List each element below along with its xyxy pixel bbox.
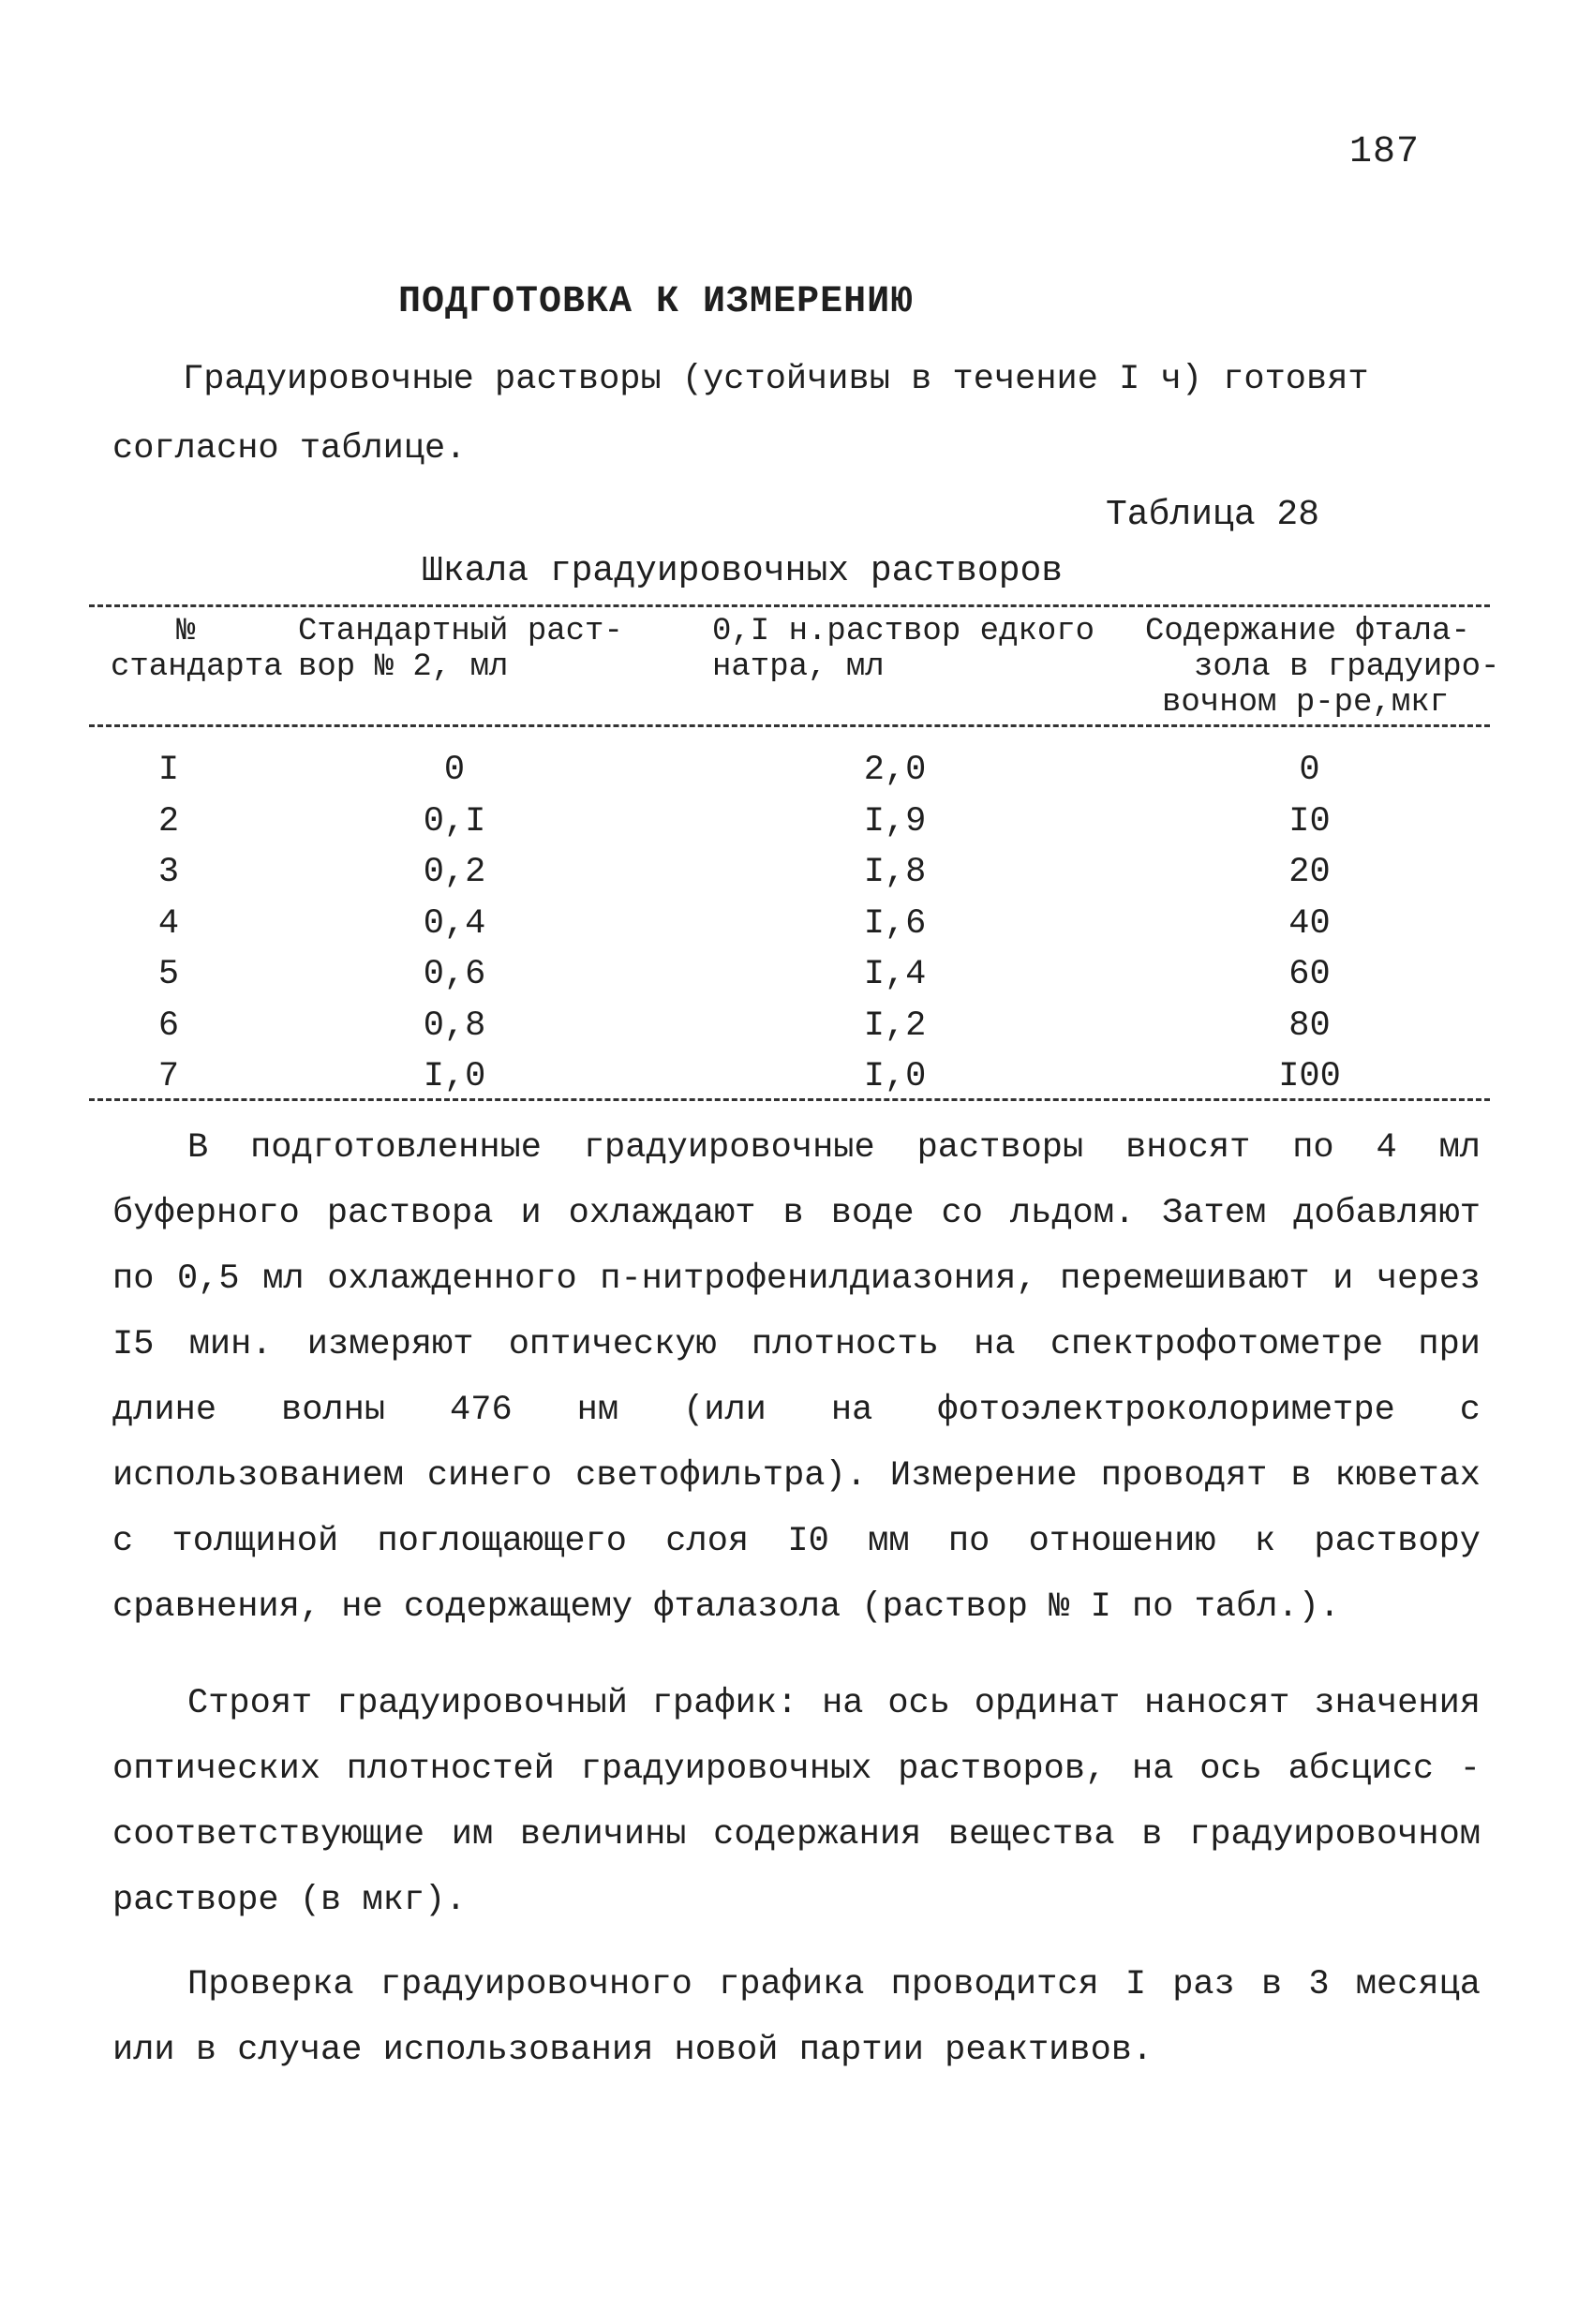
body-paragraph: Строят градуировочный график: на ось ординат наносят значения оптических плотностей градуировочных растворов, на ось абсцисс - соответствующие им величины содержания вещества в градуировочном растворе (в мкг). bbox=[112, 1684, 1481, 1920]
cell-standard-number: 3 bbox=[157, 853, 180, 893]
cell-standard-solution: 0 bbox=[443, 751, 466, 791]
body-paragraph: В подготовленные градуировочные растворы вносят по 4 мл буферного раствора и охлаждают в воде со льдом. Затем добавляют по 0,5 мл охлажденного п-нитрофенилдиазония, перемешивают и через I5 мин. измеряют оптическую плотность на спектрофотометре при длине волны 476 нм (или на фотоэлектроколориметре с использованием синего светофильтра). Измерение проводят в кюветах с толщиной поглощающего слоя I0 мм по отношению к раствору сравнения, не содержащему фталазола (раствор № I по табл.). bbox=[112, 1128, 1481, 1627]
cell-content: I00 bbox=[1278, 1057, 1341, 1097]
cell-standard-solution: 0,6 bbox=[423, 955, 486, 995]
header-col4-line1: Содержание фтала- bbox=[1145, 614, 1470, 649]
header-col4-line3: вочном р-ре,мкг bbox=[1162, 685, 1450, 721]
table-row bbox=[89, 949, 1490, 1001]
cell-standard-number: 4 bbox=[157, 903, 180, 944]
table-row bbox=[89, 899, 1490, 950]
cell-content: I0 bbox=[1288, 801, 1331, 842]
cell-content: 0 bbox=[1299, 751, 1320, 791]
table-row bbox=[89, 1051, 1490, 1103]
page-number: 187 bbox=[1349, 131, 1421, 173]
header-col2-line2: вор № 2, мл bbox=[298, 649, 509, 685]
table-top-rule bbox=[89, 604, 1490, 607]
table-body bbox=[89, 745, 1490, 1103]
cell-naoh-solution: I,6 bbox=[863, 903, 927, 944]
cell-standard-number: 2 bbox=[157, 801, 180, 842]
header-col1-line1: № bbox=[176, 614, 196, 649]
cell-naoh-solution: 2,0 bbox=[863, 751, 927, 791]
header-col4-line2: зола в градуиро- bbox=[1194, 649, 1500, 685]
header-col3-line2: натра, мл bbox=[712, 649, 885, 685]
cell-standard-solution: I,0 bbox=[423, 1057, 486, 1097]
table-row bbox=[89, 847, 1490, 899]
cell-standard-solution: 0,8 bbox=[423, 1006, 486, 1046]
cell-content: 60 bbox=[1288, 955, 1331, 995]
header-col3-line1: 0,I н.раствор едкого bbox=[712, 614, 1095, 649]
table-header-col3 bbox=[712, 614, 1094, 685]
table-header-col1 bbox=[111, 614, 283, 685]
cell-naoh-solution: I,2 bbox=[863, 1006, 927, 1046]
cell-standard-number: 7 bbox=[157, 1057, 180, 1097]
cell-standard-solution: 0,4 bbox=[423, 903, 486, 944]
table-header-rule bbox=[89, 724, 1490, 727]
cell-standard-number: 6 bbox=[157, 1006, 180, 1046]
cell-content: 80 bbox=[1288, 1006, 1331, 1046]
table-row bbox=[89, 745, 1490, 797]
cell-standard-solution: 0,2 bbox=[423, 853, 486, 893]
cell-naoh-solution: I,4 bbox=[863, 955, 927, 995]
cell-content: 40 bbox=[1288, 903, 1331, 944]
section-heading: ПОДГОТОВКА К ИЗМЕРЕНИЮ bbox=[398, 281, 915, 323]
cell-standard-number: I bbox=[157, 751, 180, 791]
cell-content: 20 bbox=[1288, 853, 1331, 893]
header-col1-line2: стандарта bbox=[111, 649, 283, 685]
table-bottom-rule bbox=[89, 1098, 1490, 1101]
table-row bbox=[89, 1001, 1490, 1052]
cell-standard-solution: 0,I bbox=[423, 801, 486, 842]
cell-naoh-solution: I,0 bbox=[863, 1057, 927, 1097]
table-title: Шкала градуировочных растворов bbox=[422, 551, 1064, 591]
intro-paragraph: Градуировочные растворы (устойчивы в течение I ч) готовят согласно таблице. bbox=[112, 360, 1369, 469]
table-header-col2 bbox=[298, 614, 623, 685]
table-label: Таблица 28 bbox=[1106, 495, 1320, 535]
cell-naoh-solution: I,9 bbox=[863, 801, 927, 842]
cell-standard-number: 5 bbox=[157, 955, 180, 995]
cell-naoh-solution: I,8 bbox=[863, 853, 927, 893]
table-header-col4 bbox=[1145, 614, 1499, 721]
body-paragraph: Проверка градуировочного графика проводится I раз в 3 месяца или в случае использования новой партии реактивов. bbox=[112, 1965, 1481, 2070]
header-col2-line1: Стандартный раст- bbox=[298, 614, 623, 649]
table-row bbox=[89, 797, 1490, 848]
